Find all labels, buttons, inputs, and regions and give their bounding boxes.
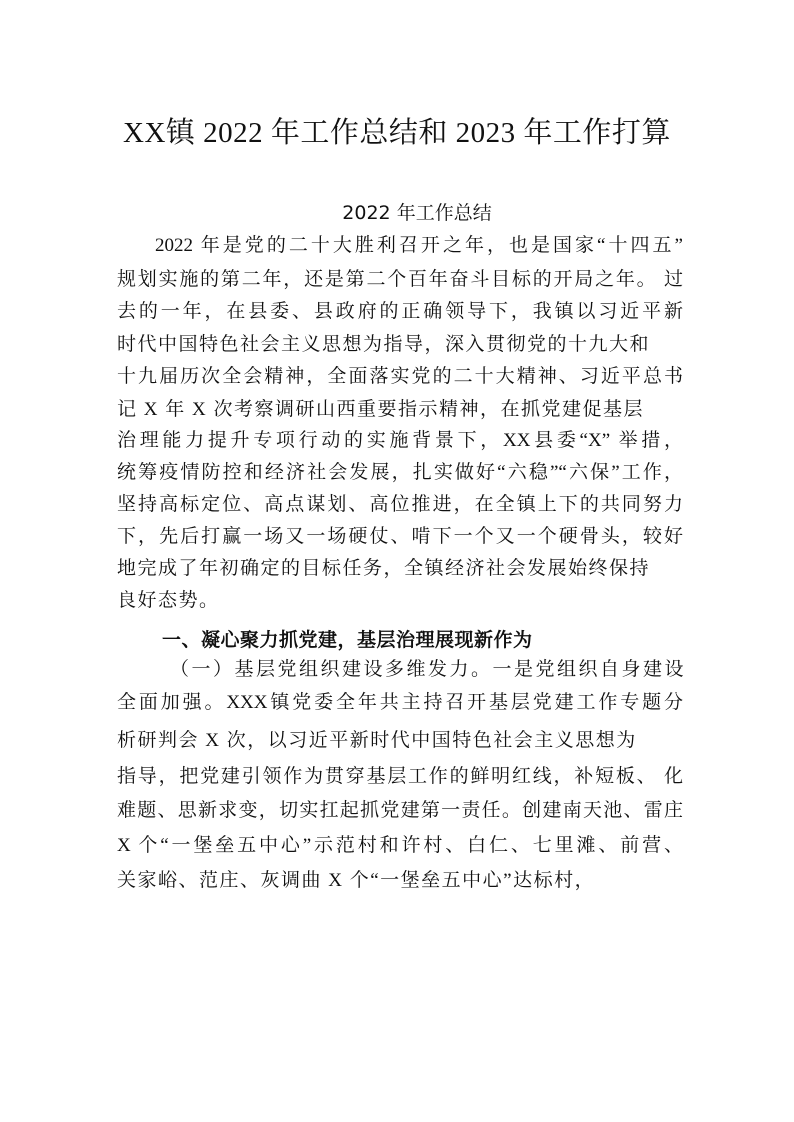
paragraph-line: 十九届历次全会精神，全面落实党的二十大精神、习近平总书 (117, 366, 683, 387)
paragraph-line: 去的一年，在县委、县政府的正确领导下，我镇以习近平新 (117, 301, 683, 322)
section-heading: 一、凝心聚力抓党建，基层治理展现新作为 (162, 629, 533, 651)
paragraph-line: 难题、思新求变，切实扛起抓党建第一责任。创建南天池、雷庄 (117, 800, 683, 821)
paragraph-line: 时代中国特色社会主义思想为指导，深入贯彻党的十九大和 (117, 334, 651, 355)
paragraph-line: 2022 年是党的二十大胜利召开之年，也是国家“十四五” (155, 235, 683, 256)
paragraph-line: 全面加强。XXX镇党委全年共主持召开基层党建工作专题分 (117, 692, 683, 713)
paragraph-line: 下，先后打赢一场又一场硬仗、啃下一个又一个硬骨头，较好 (117, 526, 683, 547)
paragraph-line: 治理能力提升专项行动的实施背景下，XX县委“X” 举措， (117, 430, 683, 451)
paragraph-line: 地完成了年初确定的目标任务，全镇经济社会发展始终保持 (117, 558, 651, 579)
section-title: 2022 年工作总结 (342, 202, 492, 224)
paragraph-line: X 个“一堡垒五中心”示范村和许村、白仁、七里滩、前营、 (117, 835, 683, 856)
paragraph-line: 坚持高标定位、高点谋划、高位推进，在全镇上下的共同努力 (117, 494, 683, 515)
paragraph-line: 记 X 年 X 次考察调研山西重要指示精神，在抓党建促基层 (117, 399, 644, 420)
paragraph-line: 良好态势。 (117, 590, 220, 611)
paragraph-line: 统筹疫情防控和经济社会发展，扎实做好“六稳”“六保”工作， (117, 462, 683, 483)
paragraph-line: 析研判会 X 次，以习近平新时代中国特色社会主义思想为 (117, 730, 637, 751)
paragraph-line: 关家峪、范庄、灰调曲 X 个“一堡垒五中心”达标村， (117, 870, 596, 891)
paragraph-line: （一）基层党组织建设多维发力。一是党组织自身建设 (170, 659, 687, 680)
document-title: XX镇 2022 年工作总结和 2023 年工作打算 (123, 117, 671, 149)
paragraph-line: 指导，把党建引领作为贯穿基层工作的鲜明红线，补短板、 化 (117, 766, 683, 787)
paragraph-line: 规划实施的第二年，还是第二个百年奋斗目标的开局之年。 过 (117, 269, 683, 290)
